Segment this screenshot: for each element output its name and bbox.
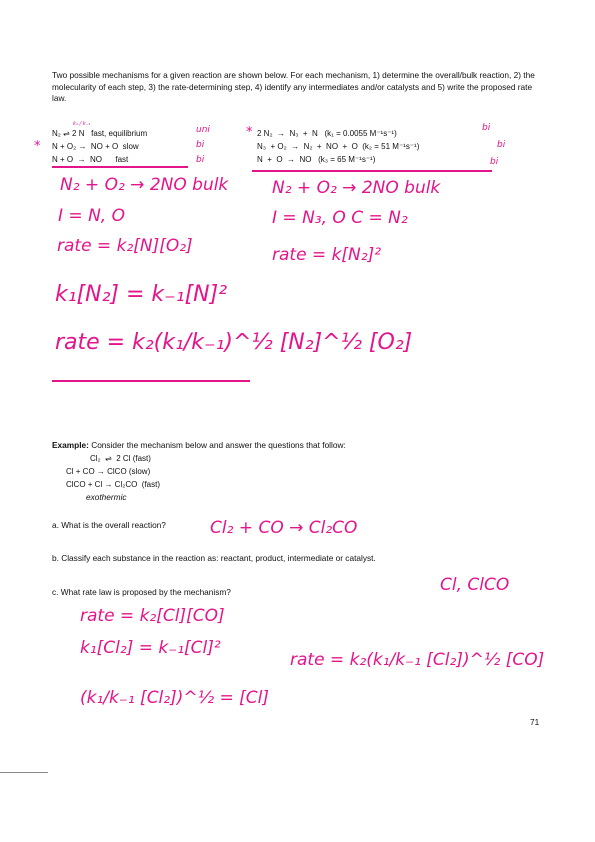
mech1-hw-rate2: rate = k₂(k₁/k₋₁)^½ [N₂]^½ [O₂] — [55, 330, 413, 355]
mech1-mark-1: uni — [196, 125, 210, 135]
mech2-step3: N + O → NO (k₃ = 65 M⁻¹s⁻¹) — [257, 155, 376, 164]
question-b: b. Classify each substance in the reaction as: reactant, product, intermediate or catalyst. — [52, 553, 376, 563]
mech2-hw-bulk: N₂ + O₂ → 2NO bulk — [272, 178, 441, 198]
answer-c-cl-expression: (k₁/k₋₁ [Cl₂])^½ = [Cl] — [80, 688, 269, 708]
mech1-mark-2: bi — [196, 140, 205, 150]
mech2-star: * — [246, 125, 253, 140]
example-step1: Cl₂ ⇌ 2 Cl (fast) — [90, 454, 151, 463]
answer-c-final-rate: rate = k₂(k₁/k₋₁ [Cl₂])^½ [CO] — [290, 650, 545, 670]
question-c: c. What rate law is proposed by the mechanism? — [52, 587, 231, 597]
example-label: Example: — [52, 440, 89, 450]
mech2-step1: 2 N₂ → N₃ + N (k₁ = 0.0055 M⁻¹s⁻¹) — [257, 129, 397, 138]
example-text: Consider the mechanism below and answer the questions that follow: — [91, 440, 346, 450]
mech2-step2: N₃ + O₂ → N₂ + NO + O (k₂ = 51 M⁻¹s⁻¹) — [257, 142, 420, 151]
mech2-mark-2: bi — [497, 140, 506, 150]
mech1-hw-bulk: N₂ + O₂ → 2NO bulk — [60, 175, 229, 195]
answer-a: Cl₂ + CO → Cl₂CO — [210, 518, 358, 538]
answer-c-rate1: rate = k₂[Cl][CO] — [80, 606, 225, 626]
footer-rule — [0, 772, 48, 773]
question-a: a. What is the overall reaction? — [52, 520, 166, 530]
mech1-k-label: k₁ / k₋₁ — [73, 121, 91, 127]
instructions-paragraph: Two possible mechanisms for a given reaction are shown below. For each mechanism, 1) determine the overall/bulk reaction, 2) the molecularity of each step, 3) the rate-determining step, 4) identify any intermediates and/or catalysts and 5) write the proposed rate law. — [52, 70, 535, 103]
mech1-step1: N₂ ⇌ 2 N fast, equilibrium — [52, 129, 148, 138]
mech1-hw-intermediates: I = N, O — [58, 206, 125, 226]
mech2-hw-rate: rate = k[N₂]² — [272, 245, 382, 265]
page-number: 71 — [530, 717, 540, 727]
mech1-step2: N + O₂ → NO + O slow — [52, 142, 139, 151]
mech1-mark-3: bi — [196, 155, 205, 165]
mech1-hw-equilibrium: k₁[N₂] = k₋₁[N]² — [55, 282, 228, 307]
example-step3: ClCO + Cl → Cl₂CO (fast) — [66, 480, 160, 489]
mech2-mark-3: bi — [490, 157, 499, 167]
mech2-hw-intermediates: I = N₃, O C = N₂ — [272, 208, 408, 228]
mech2-mark-1: bi — [482, 123, 491, 133]
example-note: exothermic — [86, 492, 127, 502]
mech1-star: * — [34, 139, 41, 154]
answer-c-equilibrium: k₁[Cl₂] = k₋₁[Cl]² — [80, 638, 221, 658]
mech1-step3: N + O → NO fast — [52, 155, 129, 164]
answer-b-intermediates: Cl, ClCO — [440, 575, 510, 595]
example-heading — [52, 440, 346, 450]
example-step2: Cl + CO → ClCO (slow) — [66, 467, 151, 476]
mech1-hw-rate1: rate = k₂[N][O₂] — [57, 236, 193, 256]
